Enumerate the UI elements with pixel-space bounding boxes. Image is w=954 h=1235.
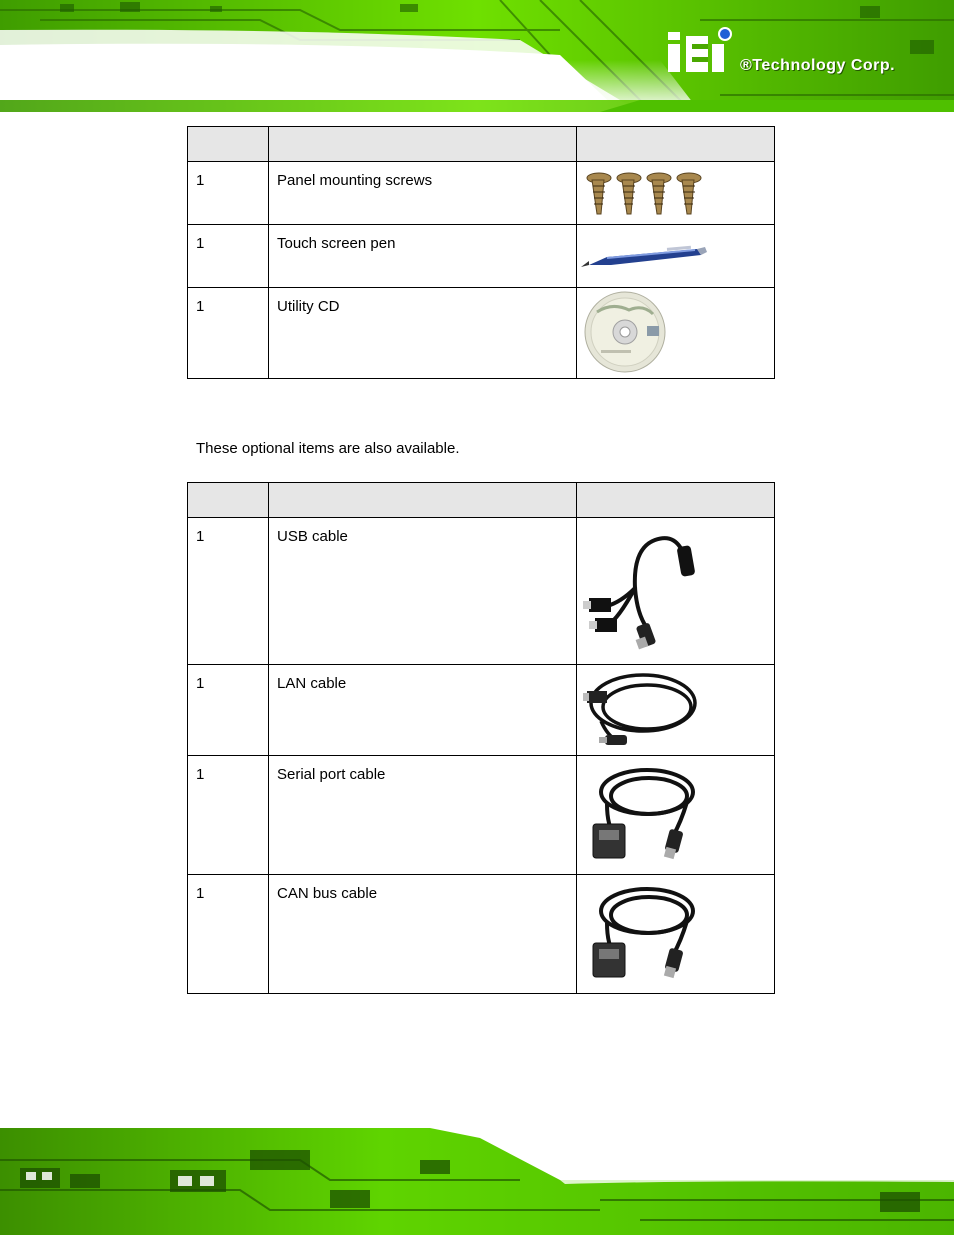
optional-items-table [187,482,775,994]
can-cable-icon [577,875,775,993]
item-name-cell: LAN cable [269,665,577,756]
header-cell-item [269,483,577,518]
table-row [188,162,775,225]
header-cell-quantity [188,127,269,162]
item-name-cell: Serial port cable [269,756,577,875]
item-name-cell: CAN bus cable [269,875,577,994]
quantity-cell: 1 [188,756,269,875]
serial-cable-icon [577,756,775,874]
table-row [188,225,775,288]
quantity-cell: 1 [188,875,269,994]
item-image-cell [577,756,775,875]
cd-icon [577,288,775,378]
usb-cable-icon [577,518,775,664]
table-header-row [188,483,775,518]
header-banner [0,0,954,112]
item-image-cell [577,518,775,665]
header-cell-image [577,483,775,518]
quantity-cell: 1 [188,665,269,756]
item-name-cell: Panel mounting screws [269,162,577,225]
quantity-cell: 1 [188,288,269,379]
table-row [188,875,775,994]
item-image-cell [577,665,775,756]
table-row [188,518,775,665]
company-name: ®Technology Corp. [740,57,896,74]
header-cell-item [269,127,577,162]
header-cell-image [577,127,775,162]
screws-icon [577,162,775,224]
item-name-cell: Touch screen pen [269,225,577,288]
header-cell-quantity [188,483,269,518]
quantity-cell: 1 [188,162,269,225]
lan-cable-icon [577,665,775,755]
standard-items-table [187,126,775,379]
optional-items-note: These optional items are also available. [196,440,460,457]
table-row [188,288,775,379]
item-image-cell [577,875,775,994]
quantity-cell: 1 [188,518,269,665]
item-image-cell [577,225,775,288]
quantity-cell: 1 [188,225,269,288]
pen-icon [577,225,775,287]
table-header-row [188,127,775,162]
table-row [188,756,775,875]
item-image-cell [577,162,775,225]
item-image-cell [577,288,775,379]
table-row [188,665,775,756]
footer-banner [0,1120,954,1235]
item-name-cell: USB cable [269,518,577,665]
item-name-cell: Utility CD [269,288,577,379]
